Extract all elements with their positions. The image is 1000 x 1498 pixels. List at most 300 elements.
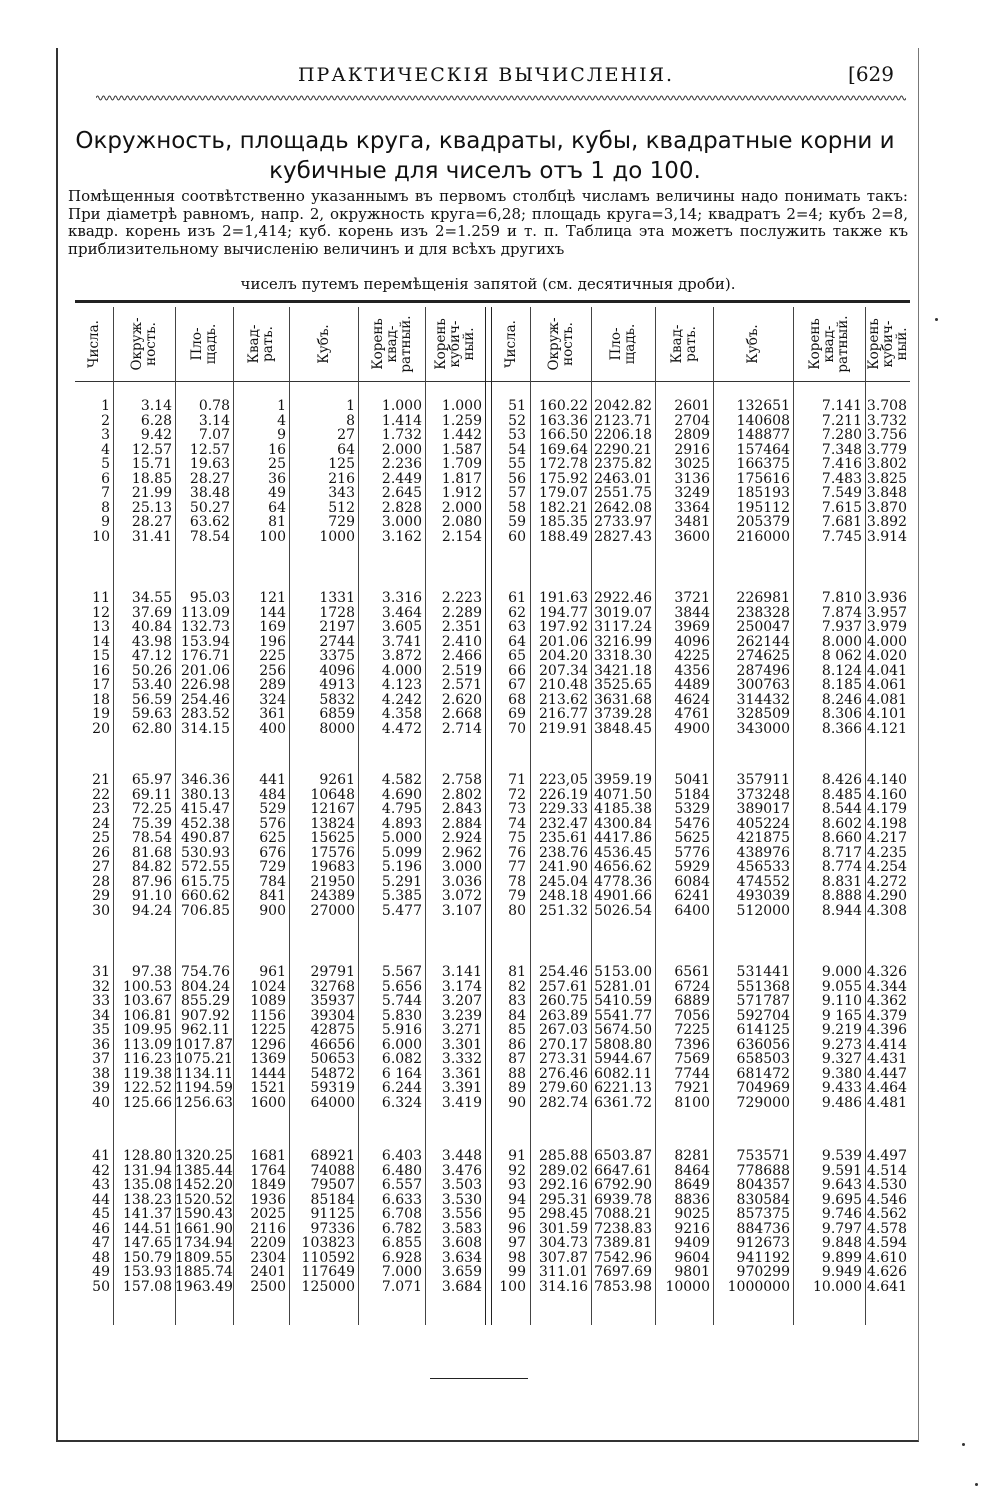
row-number: 2 bbox=[101, 412, 110, 429]
table-cell: 103823 bbox=[301, 1235, 355, 1251]
table-cell: 4778.36 bbox=[594, 873, 652, 890]
table-cell: 119.38 bbox=[123, 1065, 172, 1082]
table-cell: 9.110 bbox=[821, 993, 862, 1009]
table-cell: 4761 bbox=[674, 706, 710, 722]
row-number: 57 bbox=[508, 485, 526, 501]
table-cell: 4300.84 bbox=[594, 815, 652, 832]
table-cell: 5674.50 bbox=[594, 1022, 652, 1038]
table-cell: 50653 bbox=[310, 1051, 355, 1067]
table-cell: 78.54 bbox=[189, 528, 230, 545]
table-cell: 1936 bbox=[250, 1191, 286, 1208]
table-cell: 0.78 bbox=[198, 398, 230, 414]
table-cell: 3375 bbox=[319, 648, 355, 664]
table-cell: 7.615 bbox=[821, 499, 862, 516]
table-cell: 144 bbox=[259, 604, 286, 621]
table-cell: 18.85 bbox=[131, 470, 172, 487]
table-cell: 226.98 bbox=[181, 677, 230, 693]
table-cell: 8.774 bbox=[821, 859, 862, 875]
table-cell: 1331 bbox=[319, 590, 355, 606]
table-cell: 232.47 bbox=[539, 815, 588, 832]
table-cell: 3.072 bbox=[441, 888, 482, 904]
row-number: 16 bbox=[92, 662, 110, 679]
column-header-label: Окруж- ность. bbox=[545, 317, 576, 371]
table-cell: 15625 bbox=[310, 830, 355, 846]
table-cell: 254.46 bbox=[181, 691, 230, 708]
table-cell: 32768 bbox=[310, 978, 355, 995]
table-cell: 8.000 bbox=[821, 633, 862, 650]
row-number: 50 bbox=[92, 1278, 110, 1295]
table-cell: 2.410 bbox=[441, 633, 482, 650]
table-heading: Окружность, площадь круга, квадраты, кубы, квадратные корни и кубичные для чиселъ отъ 1 до 100. bbox=[75, 128, 895, 184]
table-cell: 1000 bbox=[319, 528, 355, 545]
table-cell: 8.246 bbox=[821, 691, 862, 708]
column-header-label: Кубъ. bbox=[315, 324, 332, 364]
running-head bbox=[56, 64, 916, 94]
table-cell: 314.16 bbox=[539, 1278, 588, 1295]
table-cell: 405224 bbox=[736, 815, 790, 832]
table-cell: 245.04 bbox=[539, 873, 588, 890]
table-cell: 4185.38 bbox=[594, 801, 652, 817]
row-number: 29 bbox=[92, 888, 110, 904]
row-number: 44 bbox=[92, 1191, 110, 1208]
table-cell: 4.414 bbox=[866, 1036, 907, 1053]
table-cell: 3.141 bbox=[441, 964, 482, 980]
row-number: 24 bbox=[92, 815, 110, 832]
math-table bbox=[75, 307, 910, 1327]
row-number: 100 bbox=[499, 1278, 526, 1295]
table-cell: 400 bbox=[259, 720, 286, 737]
table-cell: 91125 bbox=[310, 1206, 355, 1222]
column-header bbox=[358, 307, 425, 381]
table-cell: 8.831 bbox=[821, 873, 862, 890]
table-cell: 3.708 bbox=[866, 398, 907, 414]
table-cell: 157.08 bbox=[123, 1278, 172, 1295]
table-cell: 4536.45 bbox=[594, 844, 652, 861]
table-cell: 1156 bbox=[250, 1007, 286, 1024]
table-cell: 884736 bbox=[736, 1220, 790, 1237]
table-cell: 346.36 bbox=[181, 772, 230, 788]
table-cell: 2.714 bbox=[441, 720, 482, 737]
table-cell: 6503.87 bbox=[594, 1148, 652, 1164]
column-header-label: Пло- щадь. bbox=[189, 323, 219, 365]
table-cell: 298.45 bbox=[539, 1206, 588, 1222]
row-number: 72 bbox=[508, 786, 526, 803]
table-cell: 128.80 bbox=[123, 1148, 172, 1164]
table-cell: 8.602 bbox=[821, 815, 862, 832]
table-cell: 7.280 bbox=[821, 427, 862, 443]
table-cell: 5041 bbox=[674, 772, 710, 788]
row-number: 66 bbox=[508, 662, 526, 679]
row-number: 91 bbox=[508, 1148, 526, 1164]
table-cell: 175616 bbox=[736, 470, 790, 487]
table-cell: 132651 bbox=[736, 398, 790, 414]
row-number: 77 bbox=[508, 859, 526, 875]
table-cell: 25.13 bbox=[131, 499, 172, 516]
table-cell: 10000 bbox=[665, 1278, 710, 1295]
table-cell: 3.872 bbox=[381, 648, 422, 664]
table-cell: 706.85 bbox=[181, 902, 230, 919]
table-cell: 38.48 bbox=[189, 485, 230, 501]
table-cell: 5153.00 bbox=[594, 964, 652, 980]
row-number: 17 bbox=[92, 677, 110, 693]
table-cell: 81 bbox=[268, 514, 286, 530]
table-cell: 912673 bbox=[736, 1235, 790, 1251]
table-cell: 15.71 bbox=[131, 456, 172, 472]
table-cell: 260.75 bbox=[539, 993, 588, 1009]
row-number: 22 bbox=[92, 786, 110, 803]
row-number: 6 bbox=[101, 470, 110, 487]
table-cell: 857375 bbox=[736, 1206, 790, 1222]
table-cell: 1 bbox=[346, 398, 355, 414]
table-cell: 4913 bbox=[319, 677, 355, 693]
table-cell: 4.101 bbox=[866, 706, 907, 722]
row-number: 89 bbox=[508, 1080, 526, 1096]
table-cell: 441 bbox=[259, 772, 286, 788]
table-cell: 47.12 bbox=[131, 648, 172, 664]
row-number: 96 bbox=[508, 1220, 526, 1237]
table-cell: 941192 bbox=[736, 1249, 790, 1266]
table-cell: 9801 bbox=[674, 1264, 710, 1280]
row-number: 56 bbox=[508, 470, 526, 487]
table-cell: 1296 bbox=[250, 1036, 286, 1053]
table-cell: 109.95 bbox=[123, 1022, 172, 1038]
table-cell: 6.928 bbox=[381, 1249, 422, 1266]
table-cell: 62.80 bbox=[131, 720, 172, 737]
table-cell: 270.17 bbox=[539, 1036, 588, 1053]
column-header-label: Корень квад- ратный. bbox=[807, 315, 851, 373]
table-cell: 1520.52 bbox=[175, 1191, 233, 1208]
table-cell: 185193 bbox=[736, 485, 790, 501]
table-cell: 204.20 bbox=[539, 648, 588, 664]
table-cell: 3.271 bbox=[441, 1022, 482, 1038]
table-cell: 2642.08 bbox=[594, 499, 652, 516]
table-cell: 2.223 bbox=[441, 590, 482, 606]
table-cell: 729 bbox=[259, 859, 286, 875]
table-cell: 5281.01 bbox=[594, 978, 652, 995]
table-cell: 4.041 bbox=[866, 662, 907, 679]
table-cell: 2.236 bbox=[381, 456, 422, 472]
table-cell: 2.571 bbox=[441, 677, 482, 693]
table-cell: 12167 bbox=[310, 801, 355, 817]
table-cell: 8.426 bbox=[821, 772, 862, 788]
table-cell: 4.272 bbox=[866, 873, 907, 890]
table-cell: 3.583 bbox=[441, 1220, 482, 1237]
column-rule bbox=[485, 307, 486, 1325]
table-cell: 6889 bbox=[674, 993, 710, 1009]
row-number: 27 bbox=[92, 859, 110, 875]
table-cell: 9.695 bbox=[821, 1191, 862, 1208]
table-cell: 68921 bbox=[310, 1148, 355, 1164]
table-cell: 35937 bbox=[310, 993, 355, 1009]
row-number: 32 bbox=[92, 978, 110, 995]
table-cell: 314.15 bbox=[181, 720, 230, 737]
page-speck bbox=[962, 1443, 965, 1446]
table-cell: 64 bbox=[337, 441, 355, 458]
table-cell: 3.914 bbox=[866, 528, 907, 545]
table-cell: 6561 bbox=[674, 964, 710, 980]
table-cell: 216000 bbox=[736, 528, 790, 545]
table-cell: 4.179 bbox=[866, 801, 907, 817]
table-cell: 3.503 bbox=[441, 1177, 482, 1193]
table-cell: 778688 bbox=[736, 1162, 790, 1179]
table-cell: 56.59 bbox=[131, 691, 172, 708]
table-cell: 1194.59 bbox=[175, 1080, 233, 1096]
table-cell: 2.828 bbox=[381, 499, 422, 516]
table-cell: 1369 bbox=[250, 1051, 286, 1067]
intro-paragraph: Помѣщенныя соотвѣтственно указаннымъ въ первомъ столбцѣ числамъ величины надо понимать такъ: При діаметрѣ равномъ, напр. 2, окружность круга=6,28; площадь круга=3,14; квадратъ 2=4; кубъ 2=8, квадр. корень изъ 2=1,414; куб. корень изъ 2=1.259 и т. п. Таблица эта можетъ послужить также къ приблизительному вычисленію величинъ и для всѣхъ другихъ bbox=[68, 187, 908, 258]
table-cell: 3739.28 bbox=[594, 706, 652, 722]
row-number: 95 bbox=[508, 1206, 526, 1222]
table-cell: 3.301 bbox=[441, 1036, 482, 1053]
table-cell: 658503 bbox=[736, 1051, 790, 1067]
table-cell: 3.732 bbox=[866, 412, 907, 429]
row-number: 25 bbox=[92, 830, 110, 846]
table-cell: 7.681 bbox=[821, 514, 862, 530]
table-cell: 85184 bbox=[310, 1191, 355, 1208]
table-cell: 3019.07 bbox=[594, 604, 652, 621]
table-cell: 5184 bbox=[674, 786, 710, 803]
row-number: 79 bbox=[508, 888, 526, 904]
column-header bbox=[113, 307, 175, 381]
table-cell: 5.830 bbox=[381, 1007, 422, 1024]
row-number: 3 bbox=[101, 427, 110, 443]
table-cell: 141.37 bbox=[123, 1206, 172, 1222]
table-cell: 1.912 bbox=[441, 485, 482, 501]
table-cell: 65.97 bbox=[131, 772, 172, 788]
column-header-label: Числа. bbox=[86, 320, 102, 368]
table-cell: 4.546 bbox=[866, 1191, 907, 1208]
table-cell: 4.242 bbox=[381, 691, 422, 708]
table-cell: 830584 bbox=[736, 1191, 790, 1208]
table-cell: 238328 bbox=[736, 604, 790, 621]
table-cell: 175.92 bbox=[539, 470, 588, 487]
table-cell: 9 bbox=[277, 427, 286, 443]
table-cell: 273.31 bbox=[539, 1051, 588, 1067]
column-header-label: Кубъ. bbox=[745, 324, 761, 364]
table-cell: 43.98 bbox=[131, 633, 172, 650]
table-cell: 2375.82 bbox=[594, 456, 652, 472]
table-cell: 3117.24 bbox=[594, 619, 652, 635]
header-rule bbox=[75, 381, 910, 382]
row-number: 84 bbox=[508, 1007, 526, 1024]
table-cell: 3.608 bbox=[441, 1235, 482, 1251]
table-cell: 34.55 bbox=[131, 590, 172, 606]
table-cell: 324 bbox=[259, 691, 286, 708]
table-cell: 3600 bbox=[674, 528, 710, 545]
row-number: 12 bbox=[92, 604, 110, 621]
table-cell: 380.13 bbox=[181, 786, 230, 803]
table-cell: 855.29 bbox=[181, 993, 230, 1009]
table-cell: 3.476 bbox=[441, 1162, 482, 1179]
table-cell: 438976 bbox=[736, 844, 790, 861]
table-cell: 3848.45 bbox=[594, 720, 652, 737]
row-number: 83 bbox=[508, 993, 526, 1009]
table-cell: 804357 bbox=[736, 1177, 790, 1193]
table-cell: 4.431 bbox=[866, 1051, 907, 1067]
row-number: 61 bbox=[508, 590, 526, 606]
table-cell: 1024 bbox=[250, 978, 286, 995]
table-cell: 2.000 bbox=[381, 441, 422, 458]
table-cell: 1.587 bbox=[441, 441, 482, 458]
table-cell: 72.25 bbox=[131, 801, 172, 817]
table-cell: 512 bbox=[328, 499, 355, 516]
table-cell: 19683 bbox=[310, 859, 355, 875]
table-cell: 4.326 bbox=[866, 964, 907, 980]
table-cell: 97336 bbox=[310, 1220, 355, 1237]
table-cell: 79507 bbox=[310, 1177, 355, 1193]
table-cell: 1600 bbox=[250, 1094, 286, 1111]
table-cell: 3.391 bbox=[441, 1080, 482, 1096]
table-cell: 9.000 bbox=[821, 964, 862, 980]
table-cell: 5776 bbox=[674, 844, 710, 861]
table-cell: 681472 bbox=[736, 1065, 790, 1082]
table-cell: 19.63 bbox=[189, 456, 230, 472]
table-cell: 116.23 bbox=[123, 1051, 172, 1067]
row-number: 54 bbox=[508, 441, 526, 458]
table-cell: 219.91 bbox=[539, 720, 588, 737]
table-cell: 2463.01 bbox=[594, 470, 652, 487]
row-number: 65 bbox=[508, 648, 526, 664]
table-cell: 4.396 bbox=[866, 1022, 907, 1038]
table-cell: 9.055 bbox=[821, 978, 862, 995]
table-cell: 8.485 bbox=[821, 786, 862, 803]
table-cell: 4.578 bbox=[866, 1220, 907, 1237]
table-cell: 241.90 bbox=[539, 859, 588, 875]
page-number: [629 bbox=[848, 62, 894, 86]
table-cell: 229.33 bbox=[539, 801, 588, 817]
table-cell: 2704 bbox=[674, 412, 710, 429]
table-cell: 5625 bbox=[674, 830, 710, 846]
table-cell: 4.690 bbox=[381, 786, 422, 803]
column-header-label: Корень кубич- ный. bbox=[433, 318, 477, 370]
table-cell: 2.884 bbox=[441, 815, 482, 832]
table-cell: 2551.75 bbox=[594, 485, 652, 501]
page-speck bbox=[975, 1483, 978, 1486]
table-cell: 8 bbox=[346, 412, 355, 429]
table-cell: 12.57 bbox=[189, 441, 230, 458]
table-cell: 254.46 bbox=[539, 964, 588, 980]
table-cell: 6.855 bbox=[381, 1235, 422, 1251]
table-cell: 9.643 bbox=[821, 1177, 862, 1193]
table-cell: 907.92 bbox=[181, 1007, 230, 1024]
row-number: 71 bbox=[508, 772, 526, 788]
table-cell: 106.81 bbox=[123, 1007, 172, 1024]
row-number: 37 bbox=[92, 1051, 110, 1067]
column-header-label: Числа. bbox=[502, 320, 519, 368]
table-cell: 5944.67 bbox=[594, 1051, 652, 1067]
table-cell: 201.06 bbox=[539, 633, 588, 650]
column-header bbox=[491, 307, 530, 381]
table-cell: 2922.46 bbox=[594, 590, 652, 606]
column-header bbox=[865, 307, 910, 381]
table-cell: 2.154 bbox=[441, 528, 482, 545]
table-cell: 4071.50 bbox=[594, 786, 652, 803]
table-cell: 1661.90 bbox=[175, 1220, 233, 1237]
table-cell: 150.79 bbox=[123, 1249, 172, 1266]
table-cell: 9.486 bbox=[821, 1094, 862, 1111]
table-cell: 754.76 bbox=[181, 964, 230, 980]
table-cell: 9.746 bbox=[821, 1206, 862, 1222]
table-cell: 10648 bbox=[310, 786, 355, 803]
row-number: 21 bbox=[92, 772, 110, 788]
table-cell: 3.957 bbox=[866, 604, 907, 621]
table-cell: 28.27 bbox=[189, 470, 230, 487]
table-cell: 343 bbox=[328, 485, 355, 501]
row-number: 19 bbox=[92, 706, 110, 722]
table-cell: 660.62 bbox=[181, 888, 230, 904]
table-cell: 1225 bbox=[250, 1022, 286, 1038]
table-cell: 5.567 bbox=[381, 964, 422, 980]
table-cell: 2.080 bbox=[441, 514, 482, 530]
row-number: 40 bbox=[92, 1094, 110, 1111]
table-cell: 1017.87 bbox=[175, 1036, 233, 1053]
table-cell: 6241 bbox=[674, 888, 710, 904]
table-cell: 3.802 bbox=[866, 456, 907, 472]
table-cell: 5.477 bbox=[381, 902, 422, 919]
row-number: 55 bbox=[508, 456, 526, 472]
row-number: 7 bbox=[101, 485, 110, 501]
table-cell: 100.53 bbox=[123, 978, 172, 995]
table-cell: 2.519 bbox=[441, 662, 482, 679]
row-number: 63 bbox=[508, 619, 526, 635]
table-cell: 75.39 bbox=[131, 815, 172, 832]
table-cell: 1.709 bbox=[441, 456, 482, 472]
table-cell: 274625 bbox=[736, 648, 790, 664]
row-number: 98 bbox=[508, 1249, 526, 1266]
table-cell: 147.65 bbox=[123, 1235, 172, 1251]
table-cell: 153.94 bbox=[181, 633, 230, 650]
table-cell: 7.07 bbox=[198, 427, 230, 443]
row-number: 94 bbox=[508, 1191, 526, 1208]
table-cell: 970299 bbox=[736, 1264, 790, 1280]
table-cell: 3.848 bbox=[866, 485, 907, 501]
table-cell: 531441 bbox=[736, 964, 790, 980]
table-cell: 1734.94 bbox=[175, 1235, 233, 1251]
table-cell: 279.60 bbox=[539, 1080, 588, 1096]
row-number: 93 bbox=[508, 1177, 526, 1193]
table-cell: 9261 bbox=[319, 772, 355, 788]
row-number: 92 bbox=[508, 1162, 526, 1179]
table-cell: 900 bbox=[259, 902, 286, 919]
table-cell: 6221.13 bbox=[594, 1080, 652, 1096]
table-cell: 328509 bbox=[736, 706, 790, 722]
table-cell: 571787 bbox=[736, 993, 790, 1009]
table-cell: 3364 bbox=[674, 499, 710, 516]
table-cell: 160.22 bbox=[539, 398, 588, 414]
table-cell: 551368 bbox=[736, 978, 790, 995]
table-cell: 29791 bbox=[310, 964, 355, 980]
table-cell: 3631.68 bbox=[594, 691, 652, 708]
row-number: 35 bbox=[92, 1022, 110, 1038]
table-cell: 784 bbox=[259, 873, 286, 890]
table-cell: 16 bbox=[268, 441, 286, 458]
table-cell: 8836 bbox=[674, 1191, 710, 1208]
table-cell: 287496 bbox=[736, 662, 790, 679]
table-cell: 8.124 bbox=[821, 662, 862, 679]
table-cell: 2.843 bbox=[441, 801, 482, 817]
table-cell: 1885.74 bbox=[175, 1264, 233, 1280]
table-cell: 5541.77 bbox=[594, 1007, 652, 1024]
table-cell: 3.14 bbox=[140, 398, 172, 414]
table-cell: 729000 bbox=[736, 1094, 790, 1111]
table-cell: 9.380 bbox=[821, 1065, 862, 1082]
table-cell: 10.000 bbox=[813, 1278, 862, 1295]
table-cell: 1075.21 bbox=[175, 1051, 233, 1067]
row-number: 28 bbox=[92, 873, 110, 890]
table-cell: 9.273 bbox=[821, 1036, 862, 1053]
table-cell: 7056 bbox=[674, 1007, 710, 1024]
table-cell: 4.140 bbox=[866, 772, 907, 788]
